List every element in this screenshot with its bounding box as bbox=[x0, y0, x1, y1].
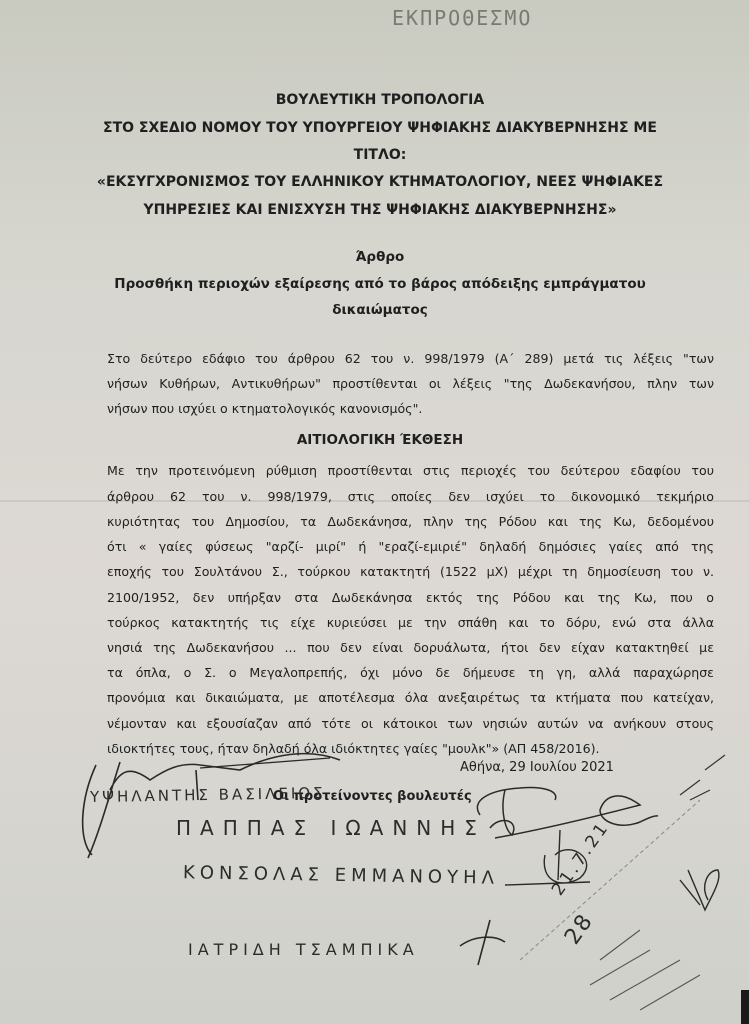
signature-mark bbox=[477, 788, 555, 836]
date-line: Αθήνα, 29 Ιουλίου 2021 bbox=[460, 760, 614, 775]
heading-line-3: ΤΙΤΛΟ: bbox=[353, 147, 407, 163]
receipt-date-note: 21.7.21 bbox=[548, 817, 614, 900]
article-label: Άρθρο bbox=[355, 249, 405, 265]
report-text-line: εποχής του Σουλτάνου Σ., τούρκου κατακτητή (1522 μΧ) μέχρι τη δημοσίευση του ν. bbox=[107, 564, 714, 579]
report-text-line: τα όπλα, ο Σ. ο Μεγαλοπρεπής, όχι μόνο δε δήμευσε τη γη, αλλά παραχώρησε bbox=[107, 665, 714, 680]
heading-line-2: ΣΤΟ ΣΧΕΔΙΟ ΝΟΜΟΥ ΤΟΥ ΥΠΟΥΡΓΕΙΟΥ ΨΗΦΙΑΚΗΣ ΔΙΑΚΥΒΕΡΝΗΣΗΣ ΜΕ bbox=[103, 120, 657, 136]
report-text-line: κυριότητας του Δημοσίου, τα Δωδεκάνησα, πλην της Ρόδου και της Κω, δεδομένου bbox=[107, 514, 714, 529]
signature-mark bbox=[495, 796, 658, 838]
signature-mark bbox=[680, 755, 725, 800]
pencil-note bbox=[590, 930, 700, 1010]
report-text-line: Με την προτεινόμενη ρύθμιση προστίθενται στις περιοχές του δεύτερου εδαφίου του bbox=[107, 463, 714, 478]
report-text-line: προνόμια και δικαιώματα, με αποτέλεσμα όλα ανεξαιρέτως τα κτήματα που κατείχαν, bbox=[107, 690, 714, 705]
signature-mark bbox=[460, 920, 505, 965]
report-text-line: 2100/1952, δεν υπήρξαν στα Δωδεκάνησα εκτός της Ρόδου και της Κω, που ο bbox=[107, 590, 714, 605]
article-text-line: νήσων Κυθήρων, Αντικυθήρων" προστίθενται οι λέξεις "της Δωδεκανήσου, πλην των bbox=[107, 376, 714, 391]
handwritten-name-3: ΚΟΝΣΟΛΑΣ ΕΜΜΑΝΟΥΗΛ bbox=[182, 862, 500, 889]
article-text-line: νήσων που ισχύει ο κτηματολογικός κανονισμός". bbox=[107, 401, 423, 416]
handwritten-name-4: ΙΑΤΡΙΔΗ ΤΣΑΜΠΙΚΑ bbox=[188, 940, 419, 959]
report-text-line: νέμονταν και εξουσίαζαν από τότε οι κάτοικοι των νησιών αυτών να ανήκουν στους bbox=[107, 716, 714, 731]
handwritten-name-2: ΠΑΠΠΑΣ ΙΩΑΝΝΗΣ bbox=[176, 816, 486, 840]
receipt-stamp-line bbox=[520, 800, 700, 960]
signers-label: Οι προτείνοντες βουλευτές bbox=[273, 789, 472, 804]
heading-line-1: ΒΟΥΛΕΥΤΙΚΗ ΤΡΟΠΟΛΟΓΙΑ bbox=[275, 92, 485, 108]
article-text-line: Στο δεύτερο εδάφιο του άρθρου 62 του ν. 998/1979 (Α΄ 289) μετά τις λέξεις "των bbox=[107, 351, 714, 366]
report-text-line: νησιά της Δωδεκανήσου ... που δεν είναι δορυάλωτα, ήτοι δεν είχαν κατακτηθεί με bbox=[107, 640, 714, 655]
article-title-line-1: Προσθήκη περιοχών εξαίρεσης από το βάρος απόδειξης εμπράγματου bbox=[114, 276, 646, 292]
heading-line-5: ΥΠΗΡΕΣΙΕΣ ΚΑΙ ΕΝΙΣΧΥΣΗ ΤΗΣ ΨΗΦΙΑΚΗΣ ΔΙΑΚΥΒΕΡΝΗΣΗΣ» bbox=[143, 202, 617, 218]
report-text-line: ιδιοκτήτες τους, ήταν δηλαδή όλα ιδιόκτητες γαίες "μουλκ"» (ΑΠ 458/2016). bbox=[107, 741, 600, 756]
handwritten-name-1: ΥΨΗΛΑΝΤΗΣ ΒΑΣΙΛΕΙΟΣ bbox=[89, 783, 326, 807]
report-text-line: τούρκος κατακτητής τις είχε κυριεύσει με την σπάθη και το δόρυ, ενώ στα άλλα bbox=[107, 615, 714, 630]
late-stamp: ΕΚΠΡΟΘΕΣΜΟ bbox=[392, 6, 533, 30]
report-title: ΑΙΤΙΟΛΟΓΙΚΗ ΈΚΘΕΣΗ bbox=[296, 432, 464, 448]
signature-mark bbox=[83, 754, 340, 858]
receipt-number: 28 bbox=[560, 908, 599, 950]
signature-mark bbox=[200, 758, 330, 768]
article-title-line-2: δικαιώματος bbox=[332, 302, 428, 318]
report-text-line: ότι « γαίες φύσεως "αρζί- μιρί" ή "εραζί-εμιριέ" δηλαδή δημόσιες γαίες από της bbox=[107, 539, 714, 554]
photo-corner-shadow bbox=[741, 990, 749, 1024]
signature-mark bbox=[680, 870, 719, 910]
report-text-line: άρθρου 62 του ν. 998/1979, στις οποίες δεν ισχύει το δικονομικό τεκμήριο bbox=[107, 489, 714, 504]
heading-line-4: «ΕΚΣΥΓΧΡΟΝΙΣΜΟΣ ΤΟΥ ΕΛΛΗΝΙΚΟΥ ΚΤΗΜΑΤΟΛΟΓΙΟΥ, ΝΕΕΣ ΨΗΦΙΑΚΕΣ bbox=[96, 174, 664, 190]
